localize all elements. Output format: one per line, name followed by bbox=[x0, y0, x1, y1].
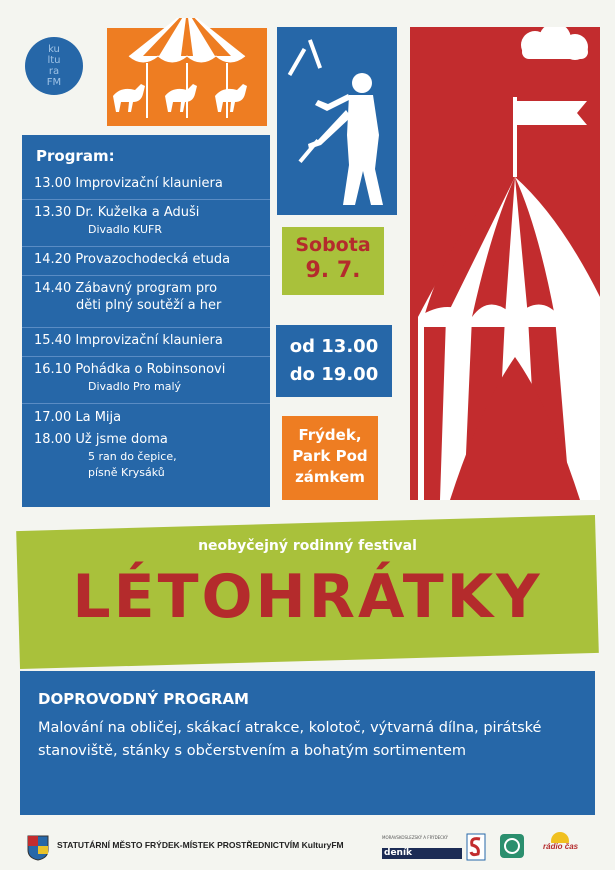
eco-logo-icon bbox=[499, 833, 525, 859]
divider bbox=[22, 327, 270, 328]
time-from: od 13.00 bbox=[289, 336, 379, 357]
program-title: La Mija bbox=[75, 410, 122, 425]
carousel-icon bbox=[107, 18, 267, 126]
footer-sponsor-text: STATUTÁRNÍ MĚSTO FRÝDEK-MÍSTEK PROSTŘEDNICTVÍM KulturyFM bbox=[57, 840, 344, 850]
juggler-icon bbox=[277, 27, 397, 215]
extra-program-panel bbox=[20, 671, 595, 815]
program-title: Improvizační klauniera bbox=[75, 176, 223, 191]
divider bbox=[22, 199, 270, 200]
program-time: 15.40 bbox=[34, 333, 72, 348]
program-item bbox=[34, 333, 223, 348]
divider bbox=[22, 356, 270, 357]
juggler-panel bbox=[277, 27, 397, 215]
date-badge bbox=[282, 227, 384, 295]
program-heading: Program: bbox=[36, 147, 115, 165]
denik-logo bbox=[382, 835, 460, 859]
program-time: 13.30 bbox=[34, 205, 72, 220]
program-item bbox=[34, 205, 199, 236]
radio-logo-label: rádio čas bbox=[543, 842, 579, 851]
date-value: 9. 7. bbox=[305, 258, 361, 283]
divider bbox=[22, 275, 270, 276]
program-subtitle: Divadlo Pro malý bbox=[88, 380, 182, 393]
program-title: Už jsme doma bbox=[75, 432, 168, 447]
flag-icon bbox=[517, 101, 587, 125]
program-title: Improvizační klauniera bbox=[75, 333, 223, 348]
place-line: zámkem bbox=[295, 468, 365, 486]
program-item bbox=[34, 176, 223, 191]
circus-tent-panel bbox=[410, 27, 600, 500]
footer bbox=[0, 825, 615, 870]
radio-logo-icon bbox=[543, 829, 577, 843]
logo-text-1: ku bbox=[48, 44, 60, 55]
program-subtitle: 5 ran do čepice, bbox=[88, 450, 177, 463]
program-item bbox=[34, 252, 230, 267]
cloud-icon bbox=[521, 27, 588, 60]
extra-program-heading: DOPROVODNÝ PROGRAM bbox=[38, 690, 249, 708]
program-title: Provazochodecká etuda bbox=[75, 252, 231, 267]
place-badge bbox=[282, 416, 378, 500]
city-crest-icon bbox=[27, 835, 49, 861]
program-time: 13.00 bbox=[34, 176, 72, 191]
extra-program-text: Malování na obličej, skákací atrakce, kolotoč, výtvarná dílna, pirátské stanoviště, stánky s občerstvením a bohatým sortimentem bbox=[38, 720, 542, 759]
time-badge bbox=[276, 325, 392, 397]
place-line: Park Pod bbox=[292, 447, 368, 465]
place-line: Frýdek, bbox=[298, 426, 362, 444]
denik-tagline: MORAVSKOSLEZSKÝ A FRÝDECKÝ bbox=[382, 835, 448, 840]
program-title-line2: děti plný soutěží a her bbox=[76, 298, 222, 313]
program-time: 14.20 bbox=[34, 252, 72, 267]
logo-text-3: ra bbox=[48, 66, 60, 77]
divider bbox=[22, 403, 270, 404]
program-time: 14.40 bbox=[34, 281, 72, 296]
program-title: Pohádka o Robinsonovi bbox=[75, 362, 226, 377]
tj-logo-icon bbox=[466, 833, 486, 861]
program-item bbox=[34, 362, 225, 393]
program-item bbox=[34, 281, 221, 313]
logo-text-2: ltu bbox=[47, 55, 61, 66]
denik-label: deník bbox=[382, 848, 462, 859]
logo-text-4: FM bbox=[46, 77, 62, 88]
program-title: Dr. Kuželka a Aduši bbox=[75, 205, 200, 220]
date-day: Sobota bbox=[295, 234, 371, 256]
program-title: Zábavný program pro bbox=[75, 281, 218, 296]
program-item bbox=[34, 410, 121, 425]
program-subtitle: Divadlo KUFR bbox=[88, 223, 162, 236]
time-to: do 19.00 bbox=[289, 364, 379, 385]
program-item bbox=[34, 432, 177, 479]
program-time: 18.00 bbox=[34, 432, 72, 447]
program-subtitle: písně Krysáků bbox=[88, 466, 165, 479]
divider bbox=[22, 246, 270, 247]
festival-title: LÉTOHRÁTKY bbox=[72, 562, 543, 632]
program-panel bbox=[22, 135, 270, 507]
program-time: 16.10 bbox=[34, 362, 72, 377]
program-time: 17.00 bbox=[34, 410, 72, 425]
circus-tent-icon bbox=[410, 27, 600, 500]
kulturafm-logo bbox=[25, 37, 83, 95]
festival-subtitle: neobyčejný rodinný festival bbox=[198, 538, 417, 554]
